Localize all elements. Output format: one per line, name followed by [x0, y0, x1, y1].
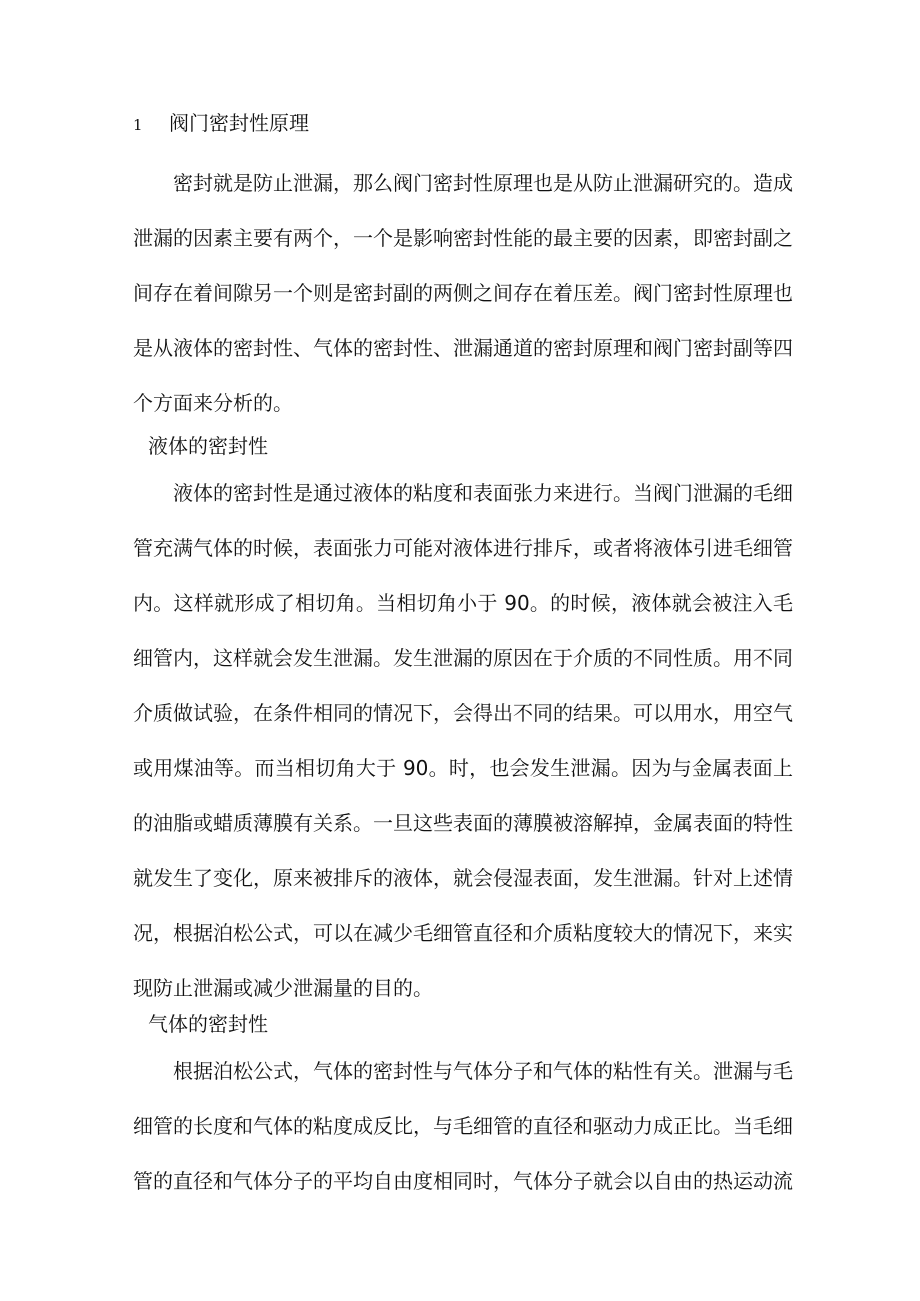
paragraph-line: 根据泊松公式，气体的密封性与气体分子和气体的粘性有关。泄漏与毛 [173, 1059, 793, 1083]
paragraph-line: 管充满气体的时候，表面张力可能对液体进行排斥，或者将液体引进毛细管 [133, 536, 793, 560]
paragraph-line: 泄漏的因素主要有两个，一个是影响密封性能的最主要的因素，即密封副之 [133, 226, 793, 250]
paragraph-line: 液体的密封性是通过液体的粘度和表面张力来进行。当阀门泄漏的毛细 [173, 481, 793, 505]
paragraph-line: 密封就是防止泄漏，那么阀门密封性原理也是从防止泄漏研究的。造成 [173, 171, 793, 195]
liquid-sealing-heading: 液体的密封性 [148, 434, 268, 458]
paragraph-line: 管的直径和气体分子的平均自由度相同时，气体分子就会以自由的热运动流 [133, 1169, 793, 1193]
paragraph-line: 个方面来分析的。 [133, 391, 293, 415]
paragraph-line: 间存在着间隙另一个则是密封副的两侧之间存在着压差。阀门密封性原理也 [133, 281, 793, 305]
intro-paragraph [133, 168, 793, 418]
section-number: 1 [133, 116, 143, 134]
liquid-sealing-paragraph [133, 478, 793, 1003]
paragraph-line: 就发生了变化，原来被排斥的液体，就会侵湿表面，发生泄漏。针对上述情 [133, 866, 793, 890]
paragraph-line: 是从液体的密封性、气体的密封性、泄漏通道的密封原理和阀门密封副等四 [133, 336, 793, 360]
section-title: 阀门密封性原理 [169, 111, 309, 135]
paragraph-line: 的油脂或蜡质薄膜有关系。一旦这些表面的薄膜被溶解掉，金属表面的特性 [133, 811, 793, 835]
gas-sealing-paragraph [133, 1056, 793, 1196]
gas-sealing-heading: 气体的密封性 [148, 1012, 268, 1036]
paragraph-line: 介质做试验，在条件相同的情况下，会得出不同的结果。可以用水，用空气 [133, 701, 793, 725]
section-heading [133, 108, 309, 138]
paragraph-line: 或用煤油等。而当相切角大于 90。时，也会发生泄漏。因为与金属表面上 [133, 756, 793, 780]
paragraph-line: 细管的长度和气体的粘度成反比，与毛细管的直径和驱动力成正比。当毛细 [133, 1114, 793, 1138]
paragraph-line: 内。这样就形成了相切角。当相切角小于 90。的时候，液体就会被注入毛 [133, 591, 793, 615]
paragraph-line: 细管内，这样就会发生泄漏。发生泄漏的原因在于介质的不同性质。用不同 [133, 646, 793, 670]
paragraph-line: 现防止泄漏或减少泄漏量的目的。 [133, 976, 433, 1000]
paragraph-line: 况，根据泊松公式，可以在减少毛细管直径和介质粘度较大的情况下，来实 [133, 921, 793, 945]
